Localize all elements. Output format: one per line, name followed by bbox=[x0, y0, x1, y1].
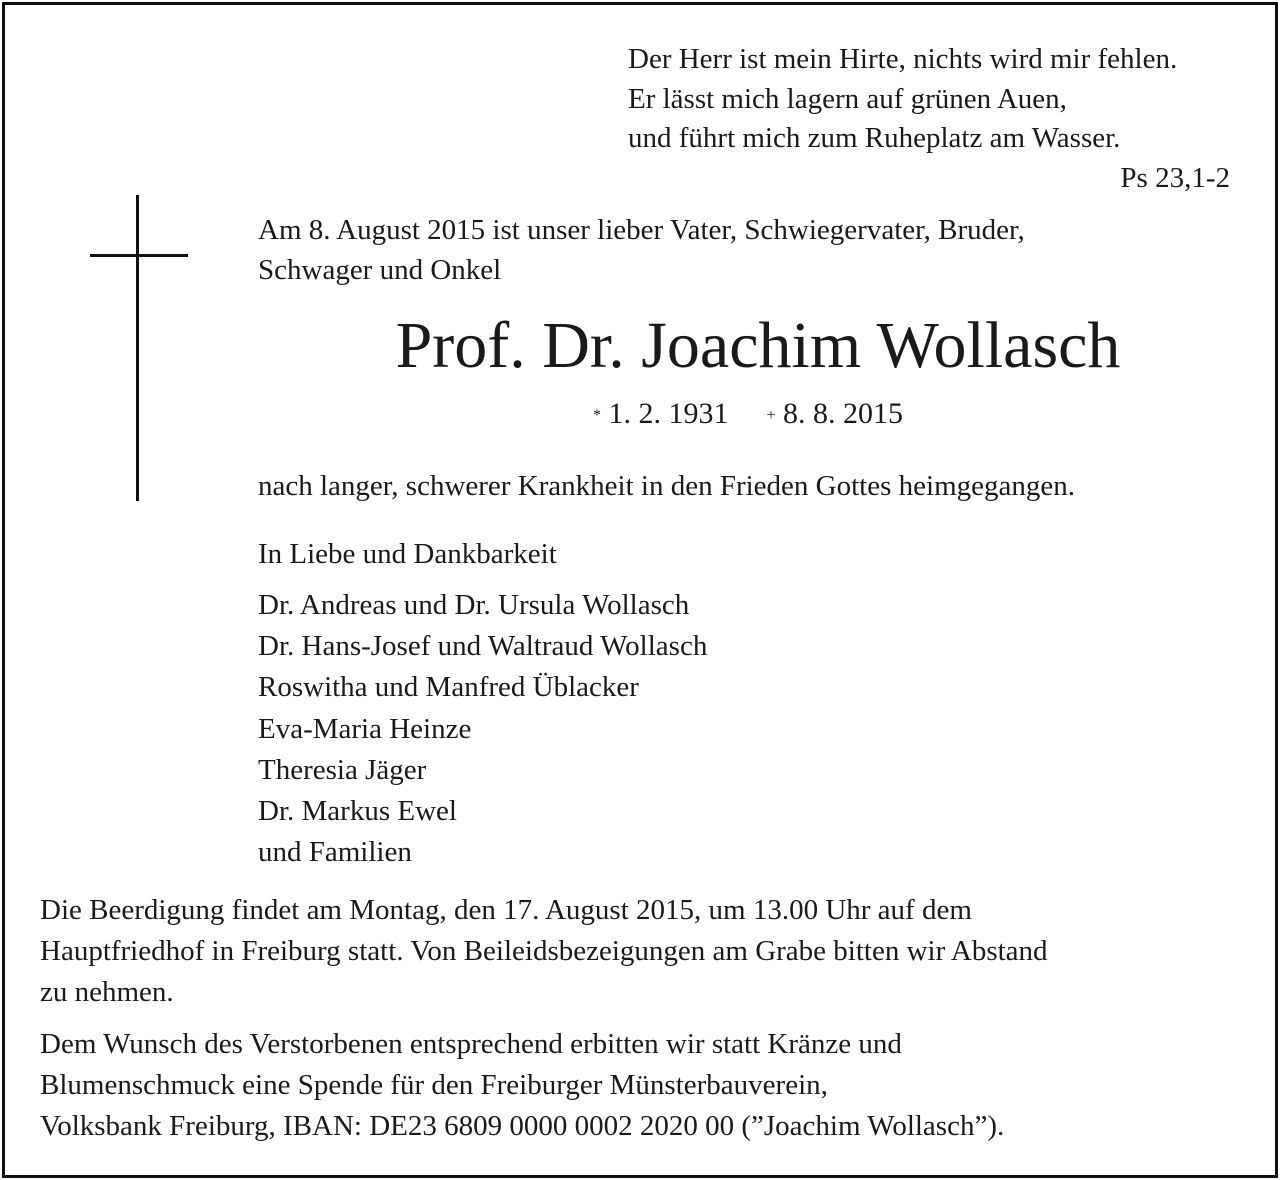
death-symbol: + bbox=[766, 407, 776, 424]
psalm-reference: Ps 23,1-2 bbox=[1120, 161, 1230, 194]
death-date: 8. 8. 2015 bbox=[783, 397, 904, 430]
funeral-line: Die Beerdigung findet am Montag, den 17. August 2015, um 13.00 Uhr auf dem bbox=[40, 894, 972, 926]
psalm-line: und führt mich zum Ruheplatz am Wasser. bbox=[628, 122, 1121, 154]
birth-date: 1. 2. 1931 bbox=[608, 397, 729, 430]
funeral-line: Hauptfriedhof in Freiburg statt. Von Beileidsbezeigungen am Grabe bitten wir Abstand bbox=[40, 935, 1048, 967]
donation-line: Blumenschmuck eine Spende für den Freiburger Münsterbauverein, bbox=[40, 1069, 828, 1101]
donation-line: Dem Wunsch des Verstorbenen entsprechend erbitten wir statt Kränze und bbox=[40, 1028, 902, 1060]
mourner-name: und Familien bbox=[258, 836, 412, 869]
mourners-heading: In Liebe und Dankbarkeit bbox=[258, 538, 557, 570]
deceased-name bbox=[258, 306, 1238, 386]
cross-icon bbox=[136, 195, 139, 501]
birth-symbol: * bbox=[592, 407, 601, 424]
mourner-name: Dr. Andreas und Dr. Ursula Wollasch bbox=[258, 589, 690, 621]
announcement-outro: nach langer, schwerer Krankheit in den Frieden Gottes heimgegangen. bbox=[258, 470, 1075, 502]
funeral-notice bbox=[40, 890, 1250, 1013]
mourner-name: Theresia Jäger bbox=[258, 753, 427, 786]
mourner-name: Eva-Maria Heinze bbox=[258, 712, 472, 745]
mourner-name: Dr. Hans-Josef und Waltraud Wollasch bbox=[258, 630, 708, 663]
deceased-name-text: Prof. Dr. Joachim Wollasch bbox=[395, 309, 1121, 382]
mourner-name: Roswitha und Manfred Üblacker bbox=[258, 671, 639, 704]
mourner-name: Dr. Markus Ewel bbox=[258, 795, 457, 828]
mourners-list bbox=[258, 585, 707, 873]
intro-line: Am 8. August 2015 ist unser lieber Vater, Schwiegervater, Bruder, bbox=[258, 214, 1025, 246]
funeral-line: zu nehmen. bbox=[40, 976, 174, 1008]
psalm-line: Der Herr ist mein Hirte, nichts wird mir fehlen. bbox=[628, 43, 1178, 75]
donation-line: Volksbank Freiburg, IBAN: DE23 6809 0000 0002 2020 00 (”Joachim Wollasch”). bbox=[40, 1110, 1005, 1142]
donation-notice bbox=[40, 1024, 1250, 1147]
psalm-line: Er lässt mich lagern auf grünen Auen, bbox=[628, 82, 1067, 115]
announcement-intro bbox=[258, 210, 1238, 290]
life-dates bbox=[258, 394, 1238, 434]
psalm-quote bbox=[628, 40, 1238, 198]
intro-line: Schwager und Onkel bbox=[258, 254, 502, 286]
cross-icon-bar bbox=[90, 254, 188, 257]
